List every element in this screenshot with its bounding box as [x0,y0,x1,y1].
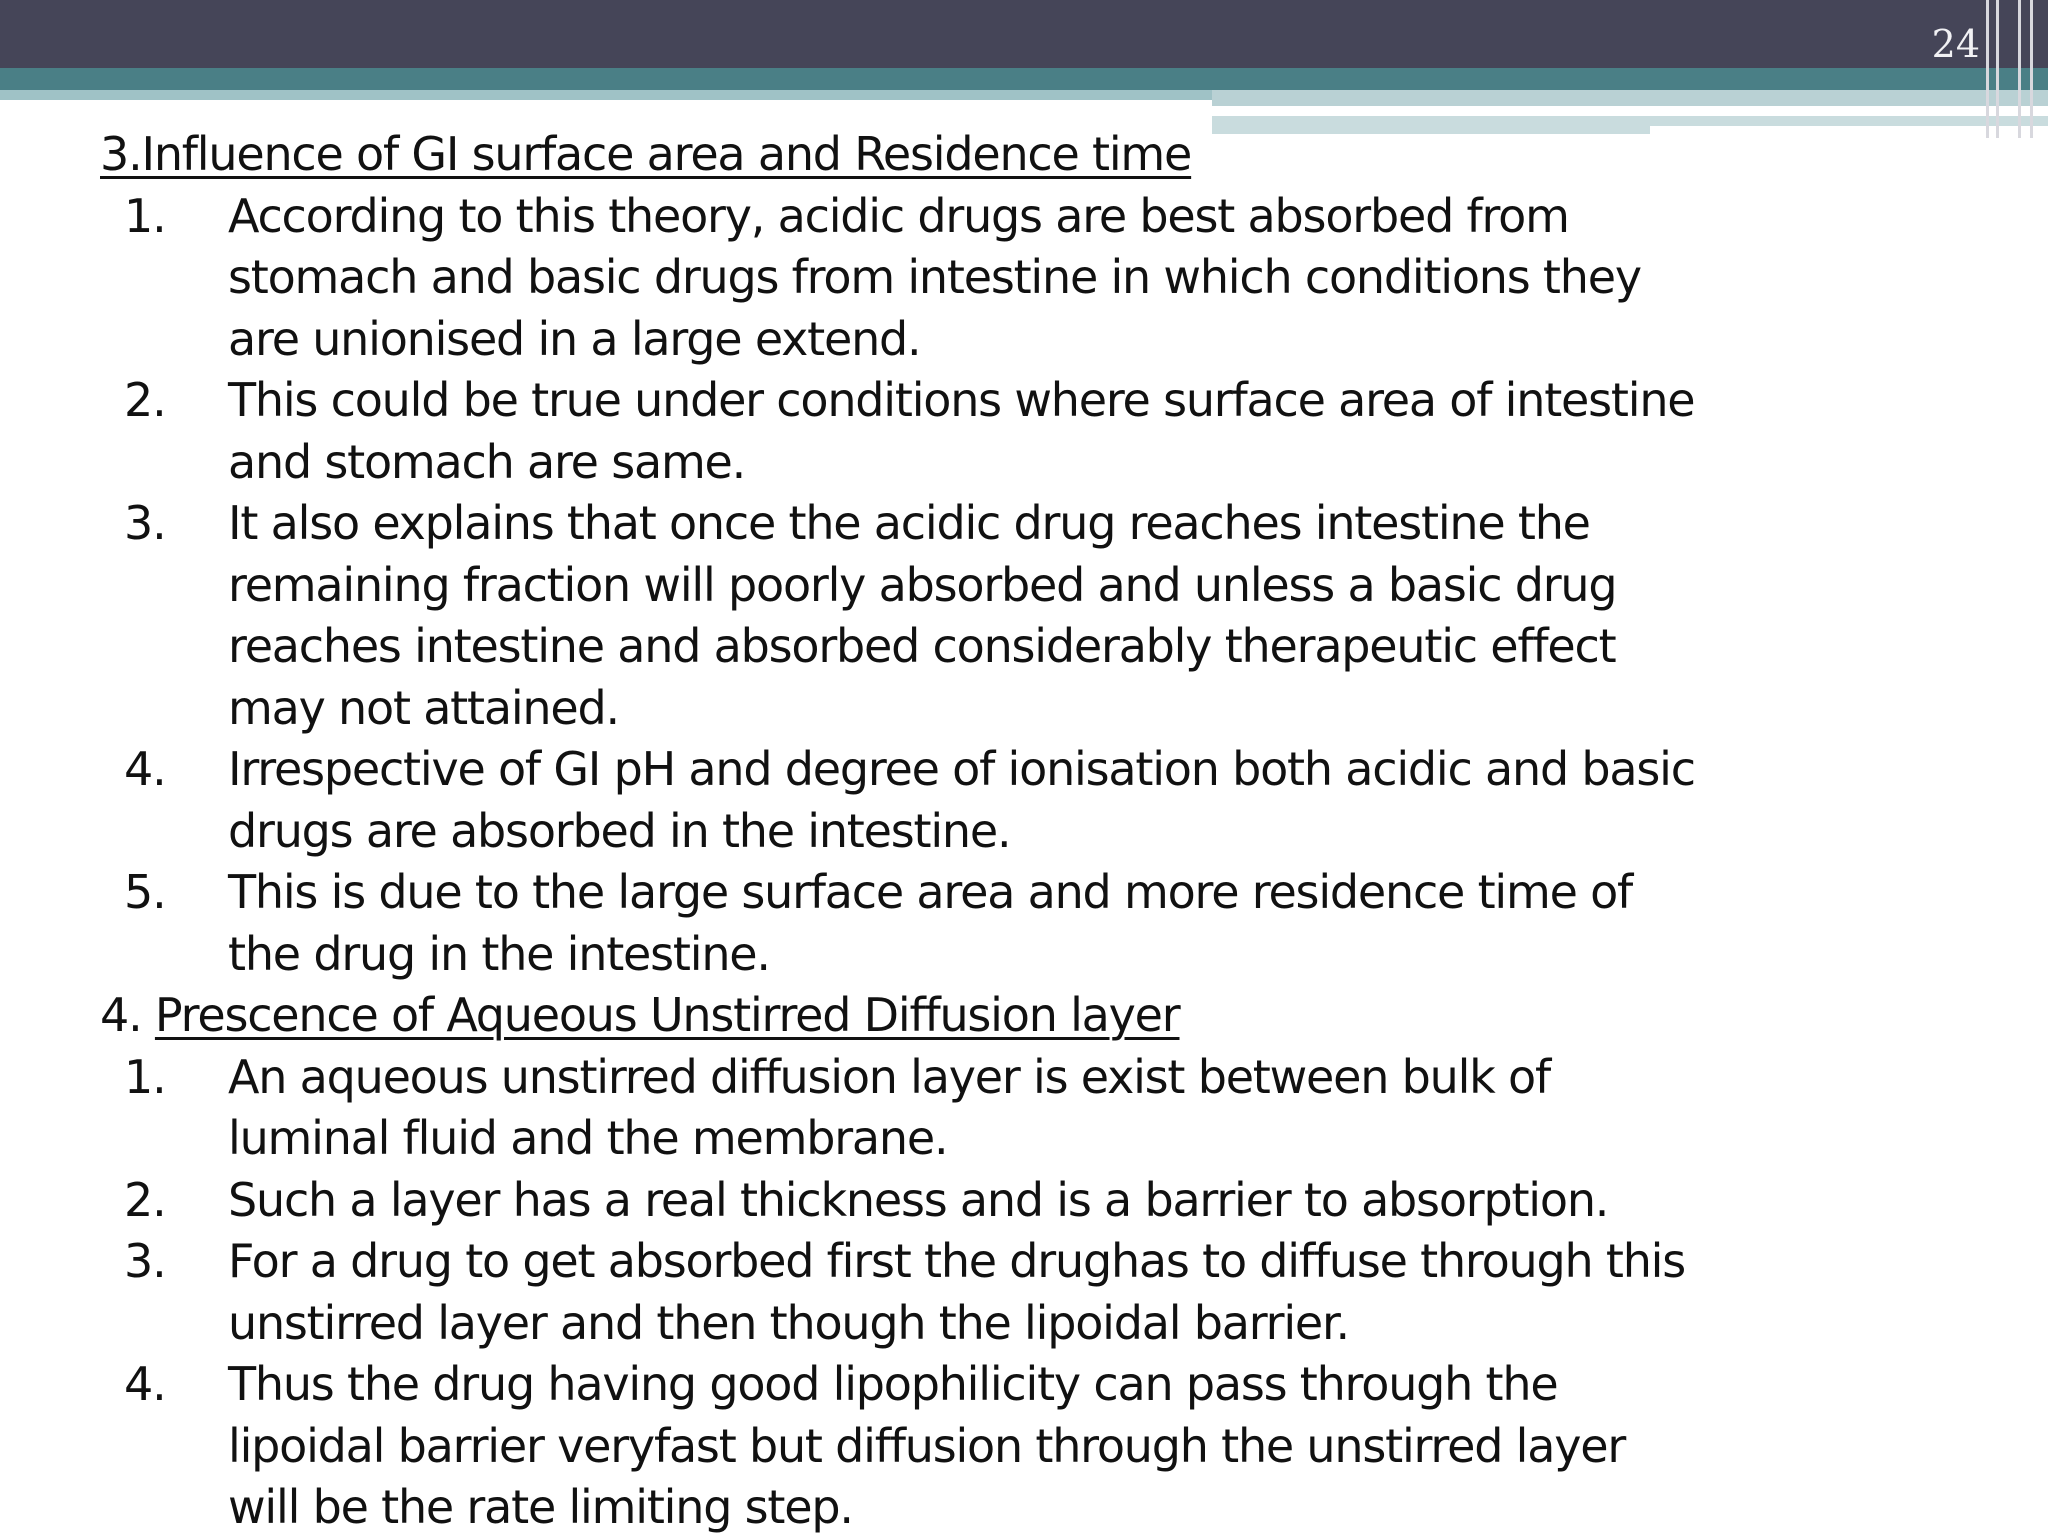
item-line: stomach and basic drugs from intestine in which conditions they [228,250,1641,304]
item-number: 1. [124,1049,166,1104]
header-vertical-line [1986,0,1989,138]
header-gap-left [0,100,1212,104]
item-line: Thus the drug having good lipophilicity can pass through the [228,1357,1558,1411]
header-stripe-left [0,90,1212,100]
list-item [100,493,1900,739]
item-number: 3. [124,1234,166,1288]
section-prefix: 4. [100,988,155,1042]
item-number: 3. [124,496,166,550]
item-line: lipoidal barrier veryfast but diffusion through the unstirred layer [228,1418,1626,1473]
list-item [100,1047,1900,1170]
item-line: will be the rate limiting step. [228,1480,853,1534]
list-item [100,370,1900,493]
section-title: Prescence of Aqueous Unstirred Diffusion layer [154,988,1180,1042]
numbered-list [100,186,1900,986]
section-title: 3.Influence of GI surface area and Residence time [100,127,1192,181]
section-heading [100,124,1900,186]
item-number: 4. [124,742,166,796]
header-stripe-right [1212,90,2048,106]
item-line: reaches intestine and absorbed considerably therapeutic effect [228,619,1616,673]
slide-number: 24 [1931,22,1980,66]
header-vertical-line [2018,0,2021,138]
list-item [100,1170,1900,1232]
header-bar-teal [0,68,2048,90]
item-line: According to this theory, acidic drugs are best absorbed from [228,188,1569,243]
item-number: 1. [124,188,166,243]
item-line: are unionised in a large extend. [228,311,921,366]
list-item [100,186,1900,371]
list-item [100,739,1900,862]
numbered-list [100,1047,1900,1536]
item-line: This could be true under conditions where surface area of intestine [228,373,1695,427]
list-item [100,862,1900,985]
item-number: 4. [124,1357,166,1411]
item-line: remaining fraction will poorly absorbed and unless a basic drug [228,557,1617,612]
item-line: This is due to the large surface area and more residence time of [228,865,1633,919]
item-line: drugs are absorbed in the intestine. [228,803,1011,858]
item-line: and stomach are same. [228,434,746,489]
section-heading [100,985,1900,1047]
section [100,124,1900,985]
item-line: Such a layer has a real thickness and is a barrier to absorption. [228,1172,1609,1227]
header-bar-dark [0,0,2048,68]
item-line: For a drug to get absorbed first the drughas to diffuse through this [228,1234,1686,1288]
item-line: luminal fluid and the membrane. [228,1111,948,1165]
item-line: unstirred layer and then though the lipoidal barrier. [228,1295,1349,1350]
list-item [100,1354,1900,1536]
header-vertical-line [2030,0,2033,138]
section [100,985,1900,1536]
item-line: may not attained. [228,680,619,735]
item-number: 2. [124,1172,166,1227]
item-line: It also explains that once the acidic drug reaches intestine the [228,496,1590,550]
item-line: the drug in the intestine. [228,926,770,981]
header-vertical-line [1996,0,1999,138]
item-number: 2. [124,373,166,427]
item-number: 5. [124,865,166,919]
item-line: Irrespective of GI pH and degree of ionisation both acidic and basic [228,742,1695,796]
list-item [100,1231,1900,1354]
item-line: An aqueous unstirred diffusion layer is exist between bulk of [228,1049,1550,1104]
slide-content [100,124,1900,1536]
